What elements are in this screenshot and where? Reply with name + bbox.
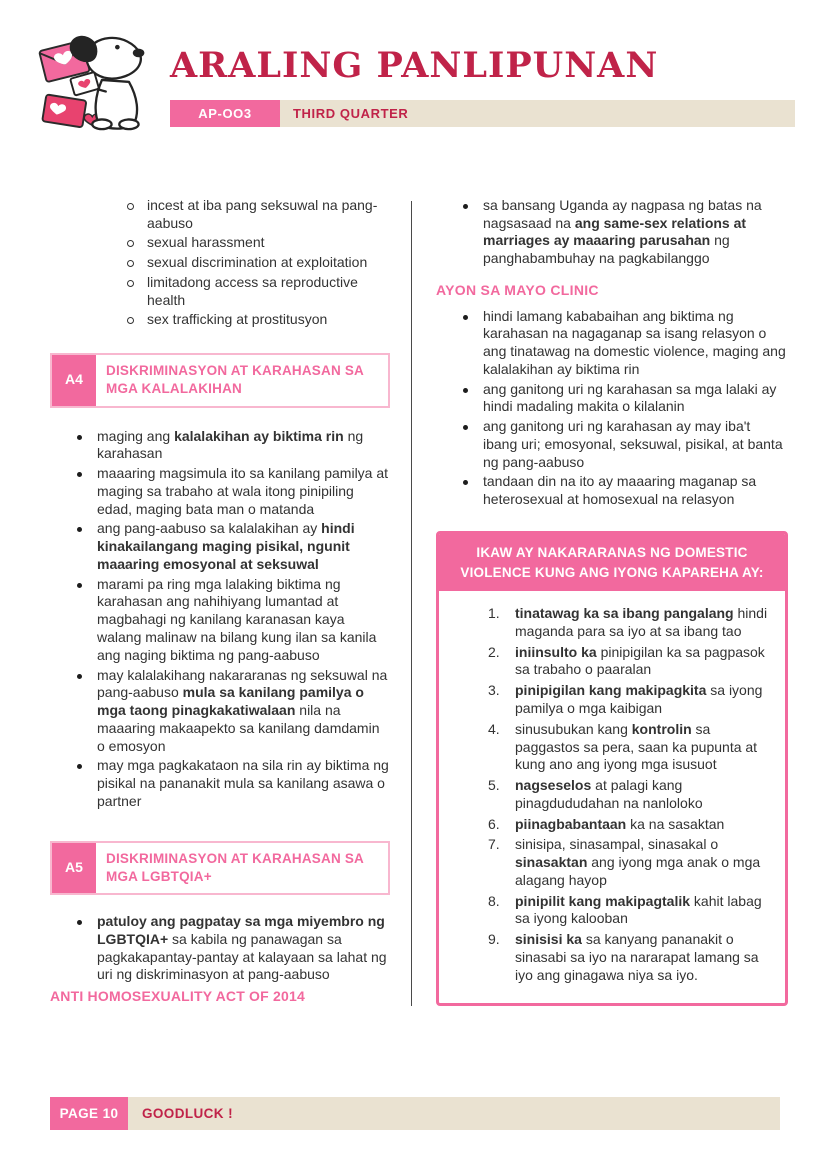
text-run: maaaring magsimula ito sa kanilang pamilya at maging sa trabaho at wala itong pinipiling edad, maging bata man o matanda [97,465,389,517]
page-title: ARALING PANLIPUNAN [170,45,659,86]
text-run: ang pang-aabuso sa kalalakihan ay [97,520,322,537]
text-run: ng karahasan [97,427,364,462]
text-run: ang ganitong uri ng karahasan sa mga lalaki ay hindi madaling makita o kilalanin [483,380,777,415]
mayo-clinic-bullets [436,308,788,509]
list-item [75,428,390,464]
list-item [485,893,773,929]
list-item [75,576,390,665]
text-run: ang ganitong uri ng karahasan ay may iba't ibang uri; emosyonal, seksuwal, pisikal, at banta ng pang-aabuso [483,418,783,470]
badge-row [170,100,795,127]
list-item: sexual discrimination at exploitation [125,254,390,272]
section-a4-tag: A4 [52,355,96,405]
text-run: kalalakihan ay biktima rin [174,427,344,444]
domestic-violence-box-body [439,591,785,1003]
text-run: nagseselos [515,777,592,794]
list-item [485,777,773,813]
list-item [461,197,788,268]
text-run: tandaan din na ito ay maaaring maganap sa heterosexual at homosexual na relasyon [483,473,757,508]
list-item [75,757,390,810]
text-run: mula sa kanilang pamilya o mga taong pinagkakatiwalaan [97,684,364,719]
right-column [436,197,788,1007]
text-run: ka na sasaktan [626,815,725,832]
code-badge: AP-OO3 [170,100,280,127]
text-run: sa iyong pamilya o mga kaibigan [515,682,763,716]
text-run: sa bansang Uganda ay nagpasa ng batas na nagsasaad na [483,196,762,231]
text-run: may kalalakihang nakararanas ng seksuwal na pang-aabuso [97,666,388,701]
list-item [461,418,788,471]
list-item [461,381,788,417]
list-item [75,667,390,756]
text-run: pinipigilan ka sa pagpasok sa trabaho o paaralan [515,643,765,678]
domestic-violence-box [436,531,788,1006]
text-run: hindi maganda para sa iyo at sa ibang tao [515,605,768,639]
list-item [485,644,773,680]
text-run: maging ang [97,427,175,444]
list-item: incest at iba pang seksuwal na pang-aabuso [125,197,390,233]
text-run: iniinsulto ka [515,643,597,660]
list-item [75,520,390,573]
text-run: tinatawag ka sa ibang pangalang [515,605,734,622]
header-text [170,24,795,127]
section-a5-bullets [50,913,390,984]
anti-homosexuality-act-note: ANTI HOMOSEXUALITY ACT OF 2014 [50,988,305,1005]
footer-note [128,1097,780,1130]
uganda-bullets [436,197,788,268]
list-item [461,473,788,509]
page-number-badge: PAGE 10 [50,1097,128,1130]
section-a4-title: DISKRIMINASYON AT KARAHASAN SA MGA KALALAKIHAN [106,363,364,397]
section-a4-header [50,353,390,407]
text-run: hindi kinakailangang maging pisikal, ngunit maaaring emosyonal at seksuwal [97,520,355,572]
text-run: nila na maaaring makaapekto sa kanilang damdamin o emosyon [97,702,380,754]
text-run: ang iyong mga anak o mga alagang hayop [515,854,761,888]
header [0,0,828,137]
intro-sublist [50,197,390,329]
snoopy-logo [36,24,164,137]
mayo-clinic-header: AYON SA MAYO CLINIC [436,281,599,298]
text-run: sa paggastos sa pera, saan ka pupunta at kung ano ang iyong mga isusuot [515,720,758,773]
list-item: sex trafficking at prostitusyon [125,311,390,329]
text-run: sa kabila ng panawagan sa pagkakapantay-pantay at kalayaan sa lahat ng uri ng diskriminasyon at pang-aabuso [97,930,387,983]
list-item [485,931,773,984]
text-run: sinusubukan kang [515,720,632,737]
footer-note-label: GOODLUCK ! [142,1105,233,1121]
text-run: may mga pagkakataon na sila rin ay biktima ng pisikal na pananakit mula sa kanilang asawa o partner [97,757,389,809]
list-item [485,836,773,889]
footer [50,1097,780,1130]
list-item: limitadong access sa reproductive health [125,274,390,310]
text-run: sinasaktan [515,854,588,871]
text-run: at palagi kang pinagdududahan na nanloloko [515,777,703,811]
text-run: kahit labag sa iyong kalooban [515,892,762,927]
text-run: hindi lamang kababaihan ang biktima ng karahasan na nagaganap sa isang relasyon o ang tinatawag na domestic violence, maging ang kalalakihan ay biktima rin [483,307,786,377]
column-divider [411,201,412,1007]
domestic-violence-list [485,605,773,984]
list-item [75,913,390,984]
section-a5-title: DISKRIMINASYON AT KARAHASAN SA MGA LGBTQIA+ [106,850,364,884]
left-column [50,197,390,1007]
text-run: ang same-sex relations at marriages ay maaaring parusahan [483,214,747,249]
list-item [75,465,390,518]
section-a5-header [50,841,390,895]
list-item [485,721,773,774]
text-run: marami pa ring mga lalaking biktima ng karahasan ang nahihiyang lumantad at magbahagi ng kanilang karanasan kaya walang malinaw na bilang kung ilan sa kanila ang naging biktima ng pang-aabuso [97,575,377,663]
text-run: sinisisi ka [515,931,582,948]
list-item [461,308,788,379]
list-item [485,816,773,834]
text-run: pinipilit kang makipagtalik [515,892,691,909]
section-a4-bullets [50,428,390,811]
content-columns [0,137,828,1007]
list-item [485,682,773,718]
text-run: kontrolin [631,720,692,737]
quarter-bar [280,100,795,127]
list-item [485,605,773,641]
domestic-violence-box-title: IKAW AY NAKARARANAS NG DOMESTIC VIOLENCE KUNG ANG IYONG KAPAREHA AY: [439,534,785,591]
quarter-label: THIRD QUARTER [293,105,409,121]
section-a5-tag: A5 [52,843,96,893]
text-run: patuloy ang pagpatay sa mga miyembro ng LGBTQIA+ [97,913,385,947]
text-run: pinipigilan kang makipagkita [515,682,707,699]
text-run: sa kanyang pananakit o sinasabi sa iyo na nararapat lamang sa iyo ang ginagawa niya sa iyo. [515,931,759,983]
list-item: sexual harassment [125,234,390,252]
text-run: ng panghabambuhay na pagkabilanggo [483,232,730,267]
text-run: sinisipa, sinasampal, sinasakal o [515,836,719,853]
text-run: piinagbabantaan [515,815,627,832]
